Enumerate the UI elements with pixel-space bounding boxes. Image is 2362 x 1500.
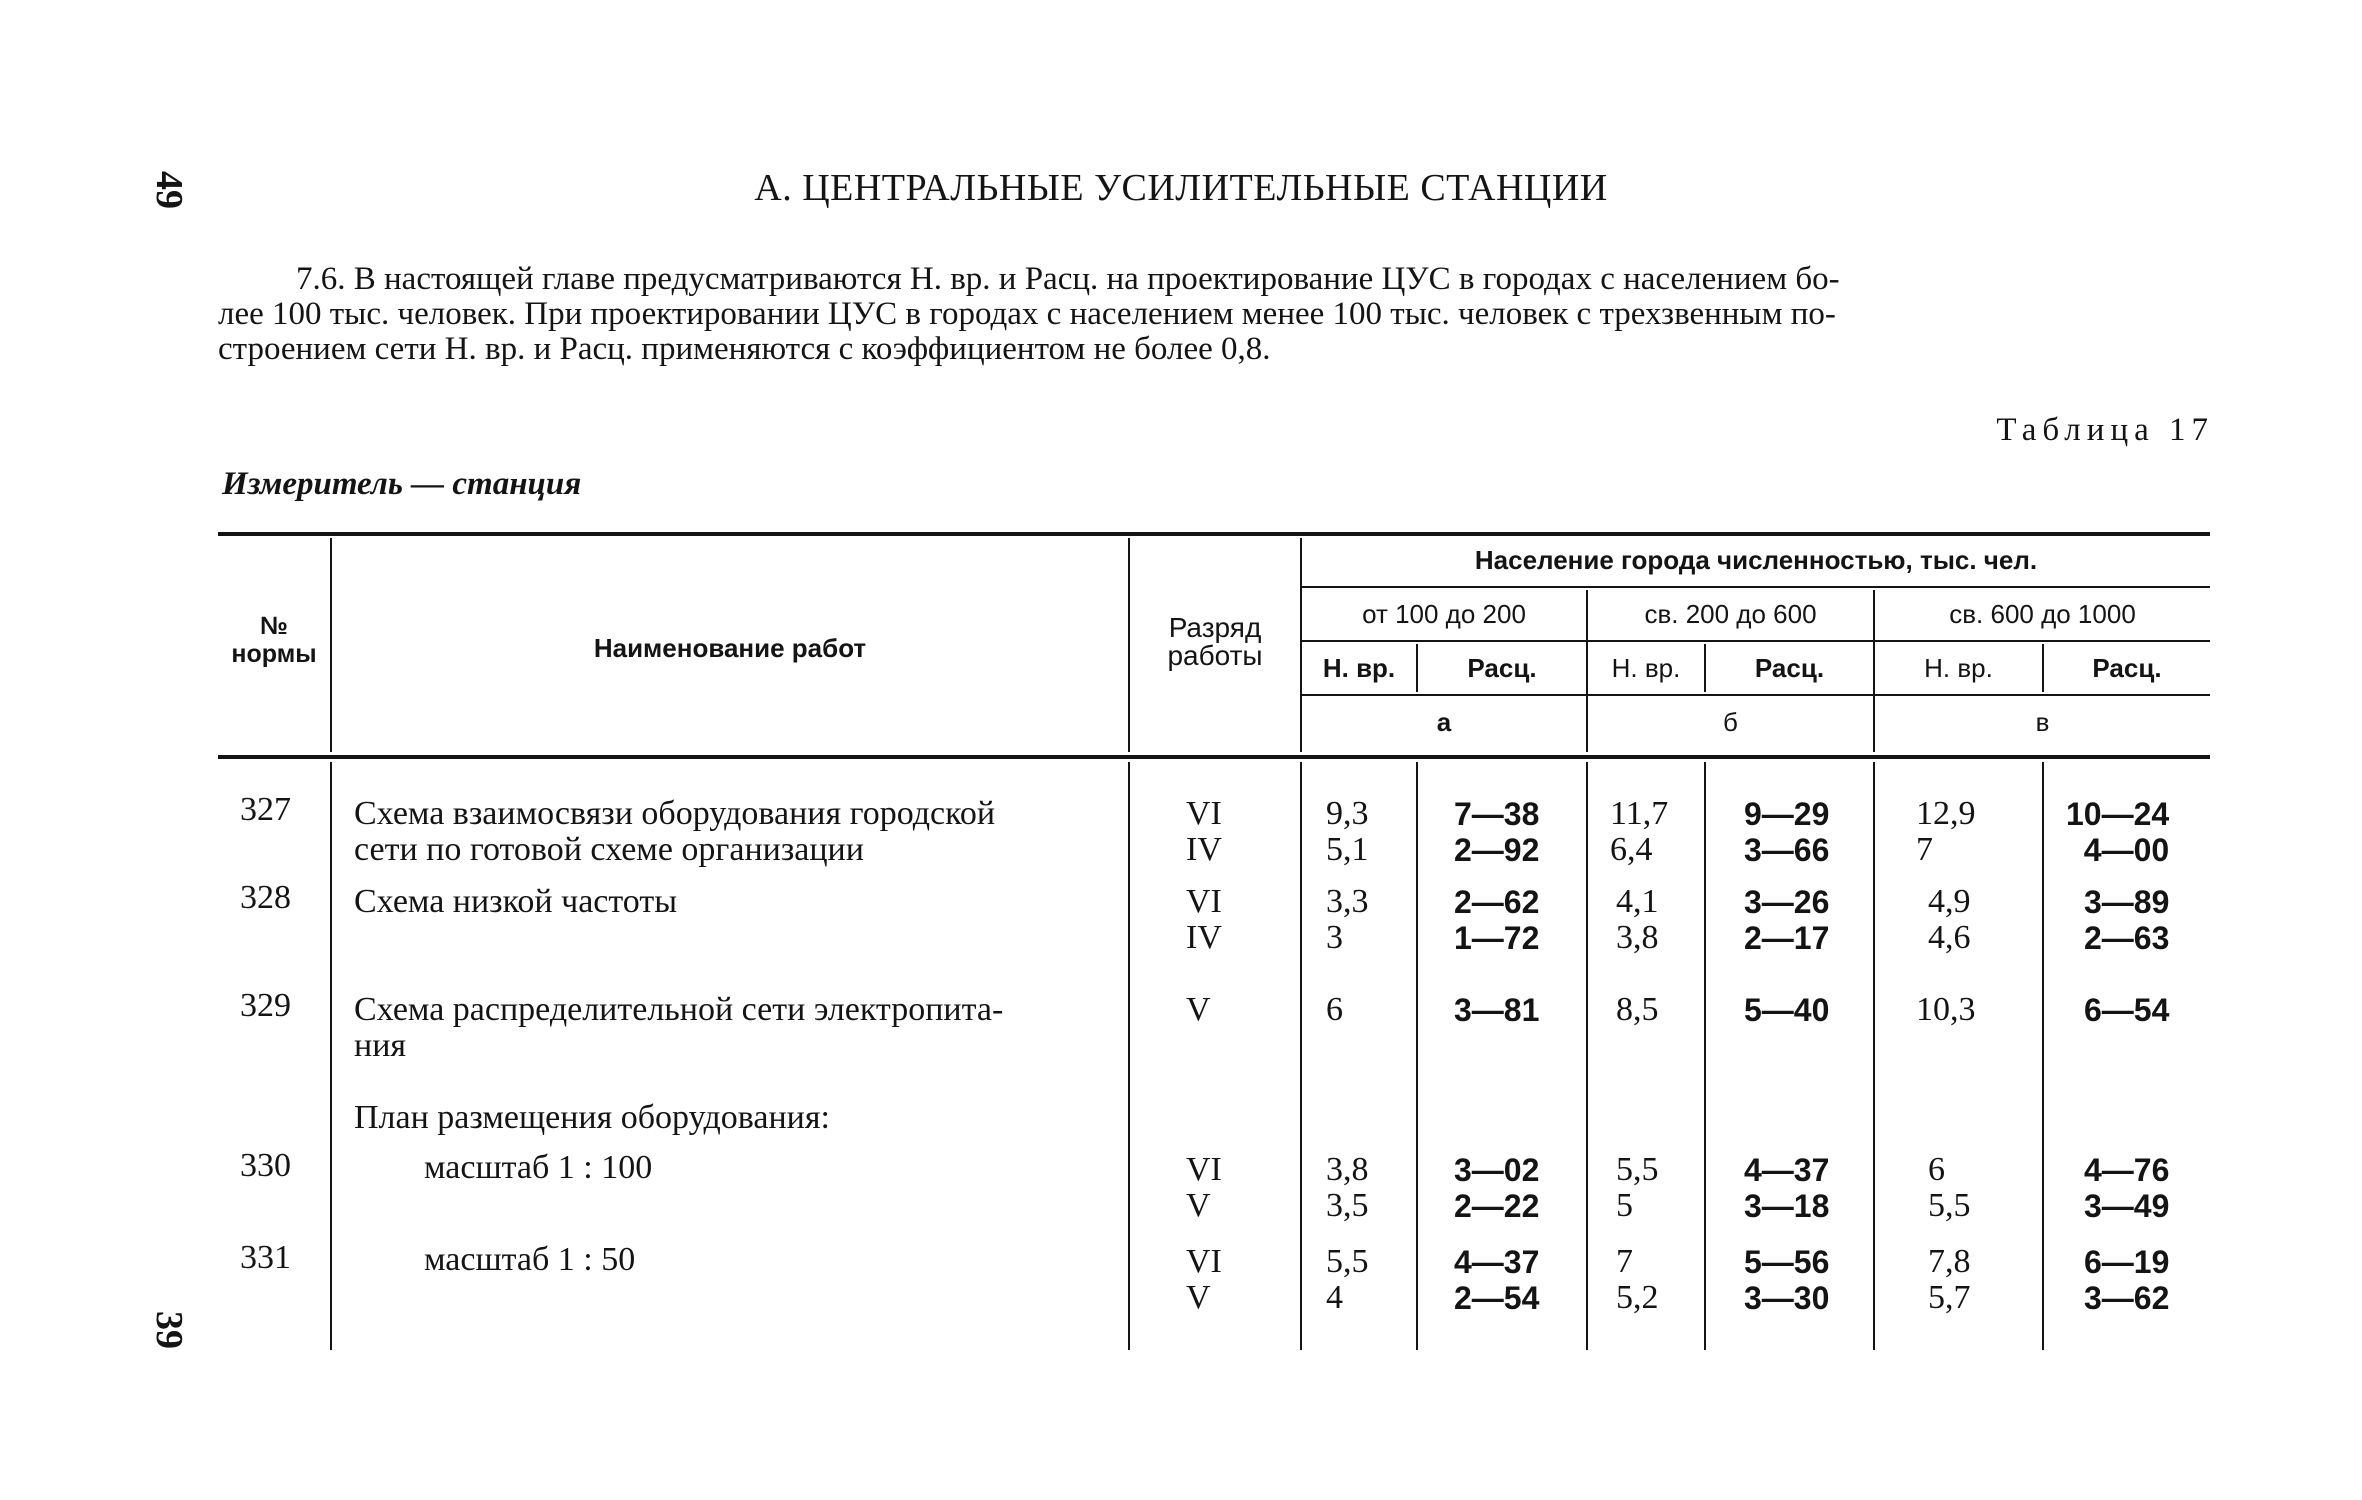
section-heading: А. ЦЕНТРАЛЬНЫЕ УСИЛИТЕЛЬНЫЕ СТАНЦИИ bbox=[754, 167, 1608, 209]
a-nvr: 3,8 3,5 bbox=[1326, 1151, 1369, 1224]
b-rasc: 4—37 3—18 bbox=[1744, 1152, 1830, 1224]
table-label: Таблица 17 bbox=[1996, 412, 2214, 448]
c-nvr: 12,9 7 bbox=[1916, 795, 1976, 868]
norm-number: 329 bbox=[240, 987, 291, 1024]
grade: VI IV bbox=[1186, 795, 1222, 868]
page-number-bottom: 39 bbox=[148, 1311, 190, 1349]
grade: V bbox=[1186, 991, 1211, 1028]
b-rasc: 5—40 bbox=[1744, 992, 1830, 1028]
vrule bbox=[2042, 762, 2044, 1350]
section-row-title: План размещения оборудования: bbox=[354, 1099, 830, 1136]
vrule bbox=[1873, 762, 1875, 1350]
header-letter-c: в bbox=[2035, 707, 2050, 737]
header-letter-a: а bbox=[1436, 707, 1452, 737]
a-nvr: 9,3 5,1 bbox=[1326, 795, 1369, 868]
grade: VI V bbox=[1186, 1243, 1222, 1316]
header-rasc-b: Расц. bbox=[1754, 653, 1825, 683]
a-nvr: 6 bbox=[1326, 991, 1343, 1028]
a-rasc: 2—62 1—72 bbox=[1454, 884, 1540, 956]
a-rasc: 3—81 bbox=[1454, 992, 1540, 1028]
c-rasc: 4—76 3—49 bbox=[2084, 1152, 2170, 1224]
b-rasc: 3—26 2—17 bbox=[1744, 884, 1830, 956]
vrule bbox=[1586, 762, 1588, 1350]
paragraph-line: лее 100 тыс. человек. При проектировании ЦУС в городах с населением менее 100 тыс. человек с трехзвенным по- bbox=[218, 296, 1836, 332]
paragraph-line: 7.6. В настоящей главе предусматриваются Н. вр. и Расц. на проектирование ЦУС в городах с населением бо- bbox=[296, 261, 1840, 297]
header-letter-b: б bbox=[1723, 707, 1738, 737]
c-nvr: 4,9 4,6 bbox=[1928, 883, 1971, 956]
header-range-a: от 100 до 200 bbox=[1362, 599, 1526, 629]
page-number-top: 49 bbox=[148, 171, 190, 209]
rule-under-population bbox=[1302, 586, 2210, 588]
c-rasc: 6—19 3—62 bbox=[2084, 1244, 2170, 1316]
vrule bbox=[1128, 538, 1130, 752]
b-nvr: 5,5 5 bbox=[1616, 1151, 1659, 1224]
c-rasc: 6—54 bbox=[2084, 992, 2170, 1028]
rule-under-subheads bbox=[1302, 694, 2210, 696]
measure-unit: Измеритель — станция bbox=[222, 466, 582, 502]
work-name: масштаб 1 : 50 bbox=[424, 1241, 636, 1278]
c-nvr: 10,3 bbox=[1916, 991, 1976, 1028]
work-name: масштаб 1 : 100 bbox=[424, 1149, 653, 1186]
work-name: Схема распределительной сети электропита- ния bbox=[354, 991, 1004, 1064]
b-rasc: 9—29 3—66 bbox=[1744, 796, 1830, 868]
vrule bbox=[1300, 762, 1302, 1350]
c-nvr: 6 5,5 bbox=[1928, 1151, 1971, 1224]
header-rasc-c: Расц. bbox=[2092, 653, 2162, 683]
a-rasc: 3—02 2—22 bbox=[1454, 1152, 1540, 1224]
header-nvr-c: Н. вр. bbox=[1924, 653, 1993, 683]
intro-paragraph bbox=[218, 262, 2210, 367]
c-nvr: 7,8 5,7 bbox=[1928, 1243, 1971, 1316]
a-rasc: 7—38 2—92 bbox=[1454, 796, 1540, 868]
c-rasc: 10—24 4—00 bbox=[2066, 796, 2170, 868]
header-rasc-a: Расц. bbox=[1467, 653, 1537, 683]
vrule bbox=[1704, 762, 1706, 1350]
a-nvr: 5,5 4 bbox=[1326, 1243, 1369, 1316]
a-nvr: 3,3 3 bbox=[1326, 883, 1369, 956]
b-rasc: 5—56 3—30 bbox=[1744, 1244, 1830, 1316]
rule-under-ranges bbox=[1302, 640, 2210, 642]
vrule bbox=[330, 762, 332, 1350]
header-nvr-b: Н. вр. bbox=[1611, 653, 1681, 683]
work-name: Схема низкой частоты bbox=[354, 883, 678, 920]
header-grade: Разряд работы bbox=[1167, 612, 1263, 671]
b-nvr: 8,5 bbox=[1616, 991, 1659, 1028]
norm-number: 331 bbox=[240, 1239, 291, 1276]
grade: VI IV bbox=[1186, 883, 1222, 956]
table-top-rule bbox=[218, 532, 2210, 536]
header-range-c: св. 600 до 1000 bbox=[1949, 599, 2136, 629]
grade: VI V bbox=[1186, 1151, 1222, 1224]
header-work-name: Наименование работ bbox=[593, 633, 867, 663]
vrule bbox=[1416, 762, 1418, 1350]
header-population: Население города численностью, тыс. чел. bbox=[1474, 545, 2038, 575]
b-nvr: 11,7 6,4 bbox=[1610, 795, 1669, 868]
a-rasc: 4—37 2—54 bbox=[1454, 1244, 1540, 1316]
work-name: Схема взаимосвязи оборудования городской сети по готовой схеме организации bbox=[354, 795, 996, 868]
header-range-b: св. 200 до 600 bbox=[1644, 599, 1817, 629]
paragraph-line: строением сети Н. вр. и Расц. применяются с коэффициентом не более 0,8. bbox=[218, 331, 1271, 367]
norm-number: 330 bbox=[240, 1147, 291, 1184]
header-norm-no: № нормы bbox=[231, 612, 317, 668]
header-nvr-a: Н. вр. bbox=[1322, 653, 1396, 683]
b-nvr: 7 5,2 bbox=[1616, 1243, 1659, 1316]
norm-number: 327 bbox=[240, 791, 291, 828]
vrule bbox=[1128, 762, 1130, 1350]
norm-number: 328 bbox=[240, 879, 291, 916]
c-rasc: 3—89 2—63 bbox=[2084, 884, 2170, 956]
b-nvr: 4,1 3,8 bbox=[1616, 883, 1659, 956]
table-header-bottom-rule bbox=[218, 755, 2210, 759]
